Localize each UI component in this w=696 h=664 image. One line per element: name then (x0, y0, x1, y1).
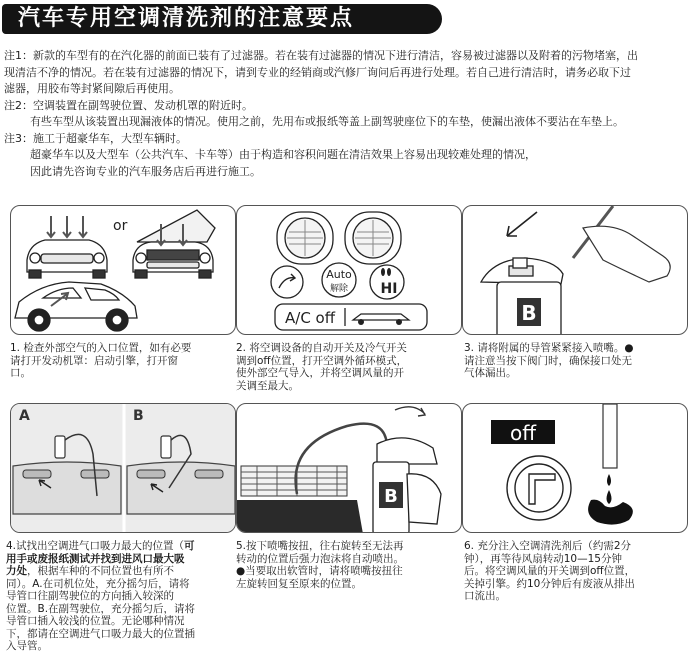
ac-controls-illustration (237, 206, 462, 335)
caption-line: 位置。B.在副驾驶位，充分摇匀后，请将 (6, 602, 196, 615)
caption-line: 使外部空气导入，并将空调风量的开 (236, 367, 404, 379)
caption-line: 调到off位置，打开空调外循环模式， (236, 354, 408, 367)
note-line: 超豪华车以及大型车（公共汽车、卡车等）由于构造和容积问题在清洁效果上容易出现较难处理的情况， (30, 148, 536, 161)
caption-line: 导管口插入较浅的位置。无论哪种情况 (6, 615, 185, 627)
caption-line: 下，都请在空调进气口吸力最大的位置插 (6, 627, 195, 640)
caption-line: 同）。A.在司机位处，充分摇匀后，请将 (6, 577, 190, 590)
can-nozzle-illustration (463, 206, 688, 335)
or-label: or (113, 218, 128, 234)
note-line: 注3：施工于超豪华车，大型车辆时。 (4, 131, 187, 145)
caption-line: 转动的位置后强力泡沫将自动喷出。 (236, 552, 404, 565)
caption-line: 4.试找出空调进气口吸力最大的位置（可 (6, 540, 195, 552)
arrow-icon (507, 212, 537, 236)
caption-step-2 (236, 342, 464, 392)
caption-line: ●当要取出软管时，请将喷嘴按扭往 (236, 565, 403, 577)
caption-step-5 (236, 540, 464, 590)
brand-letter: B (521, 301, 537, 325)
notes-section (4, 48, 692, 180)
panel-step-6 (462, 403, 688, 533)
caption-line: 请注意当按下阀门时，确保接口处无 (464, 354, 632, 367)
caption-line: 后。将空调风量的开关调到off位置， (464, 565, 636, 577)
caption-step-6 (464, 540, 692, 603)
caption-line: 6. 充分注入空调清洗剂后（约需2分 (464, 540, 632, 552)
note-line: 滤器，用胶布等封紧间隙后再使用。 (4, 82, 180, 95)
caption-line: 口。 (10, 367, 31, 379)
caption-step-3 (464, 342, 692, 380)
caption-line: 左旋转回复至原来的位置。 (236, 577, 362, 590)
off-label: off (509, 421, 537, 445)
panel-step-2 (236, 205, 462, 335)
caption-line: 入导管。 (6, 640, 48, 652)
caption-line: 5.按下喷嘴按扭，往右旋转至无法再 (236, 540, 404, 552)
label-a: A (19, 408, 30, 424)
caption-line: 力处，根据车种的不同位置也有所不 (6, 565, 174, 577)
note-line: 注2：空调装置在副驾驶位置、发动机罩的附近时。 (4, 98, 253, 112)
caption-line: 关掉引擎。约10分钟后有废液从排出 (464, 577, 635, 590)
page-title: 汽车专用空调清洗剂的注意要点 (2, 4, 442, 34)
caption-line: 导管口往副驾驶位的方向插入较深的 (6, 590, 174, 602)
note-line: 注1：新款的车型有的在汽化器的前面已装有了过滤器。若在装有过滤器的情况下进行清洁，容易被过滤器以及附着的污物堵塞，出 (4, 49, 638, 62)
caption-line: 口流出。 (464, 590, 506, 602)
dashboard-illustration (11, 404, 236, 533)
caption-line: 气体漏出。 (464, 367, 517, 379)
panel-step-1 (10, 205, 236, 335)
caption-step-4 (6, 540, 234, 653)
caption-step-1 (10, 342, 238, 380)
panel-step-4 (10, 403, 236, 533)
note-line: 现清洁不净的情况。若在装有过滤器的情况下，请到专业的经销商或汽修厂询问后再进行处理。若自己进行清洁时，请务必取下过 (4, 65, 631, 79)
note-line: 有些车型从该装置出现漏液体的情况。使用之前，先用布或报纸等盖上副驾驶座位下的车垫，使漏出液体不要沾在车垫上。 (30, 115, 624, 128)
caption-line: 3. 请将附属的导管紧紧接入喷嘴。● (464, 342, 634, 354)
drip-icon (588, 474, 633, 525)
hi-label: HI (380, 281, 398, 297)
caption-line: 2. 将空调设备的自动开关及冷气开关 (236, 342, 407, 354)
panel-step-3 (462, 205, 688, 335)
caption-line: 用手或废报纸测试并找到进风口最大吸 (6, 552, 185, 565)
brand-letter: B (384, 486, 398, 507)
drain-illustration (463, 404, 688, 533)
note-line: 因此请先咨询专业的汽车服务店后再进行施工。 (30, 164, 261, 178)
auto-label: Auto (326, 268, 352, 281)
caption-line: 1. 检查外部空气的入口位置，如有必要 (10, 342, 192, 354)
caption-line: 钟），再等待风扇转动10—15分钟 (464, 552, 622, 565)
spray-illustration (237, 404, 462, 533)
car-illustration (11, 206, 236, 335)
caption-line: 关调至最大。 (236, 379, 299, 392)
auto-sub-label: 解除 (329, 284, 349, 294)
caption-line: 请打开发动机罩：启动引擎，打开窗 (10, 354, 178, 367)
rotate-arrow-icon (395, 407, 425, 416)
ac-off-label: A/C off (285, 309, 336, 327)
panel-step-5 (236, 403, 462, 533)
label-b: B (133, 408, 144, 424)
